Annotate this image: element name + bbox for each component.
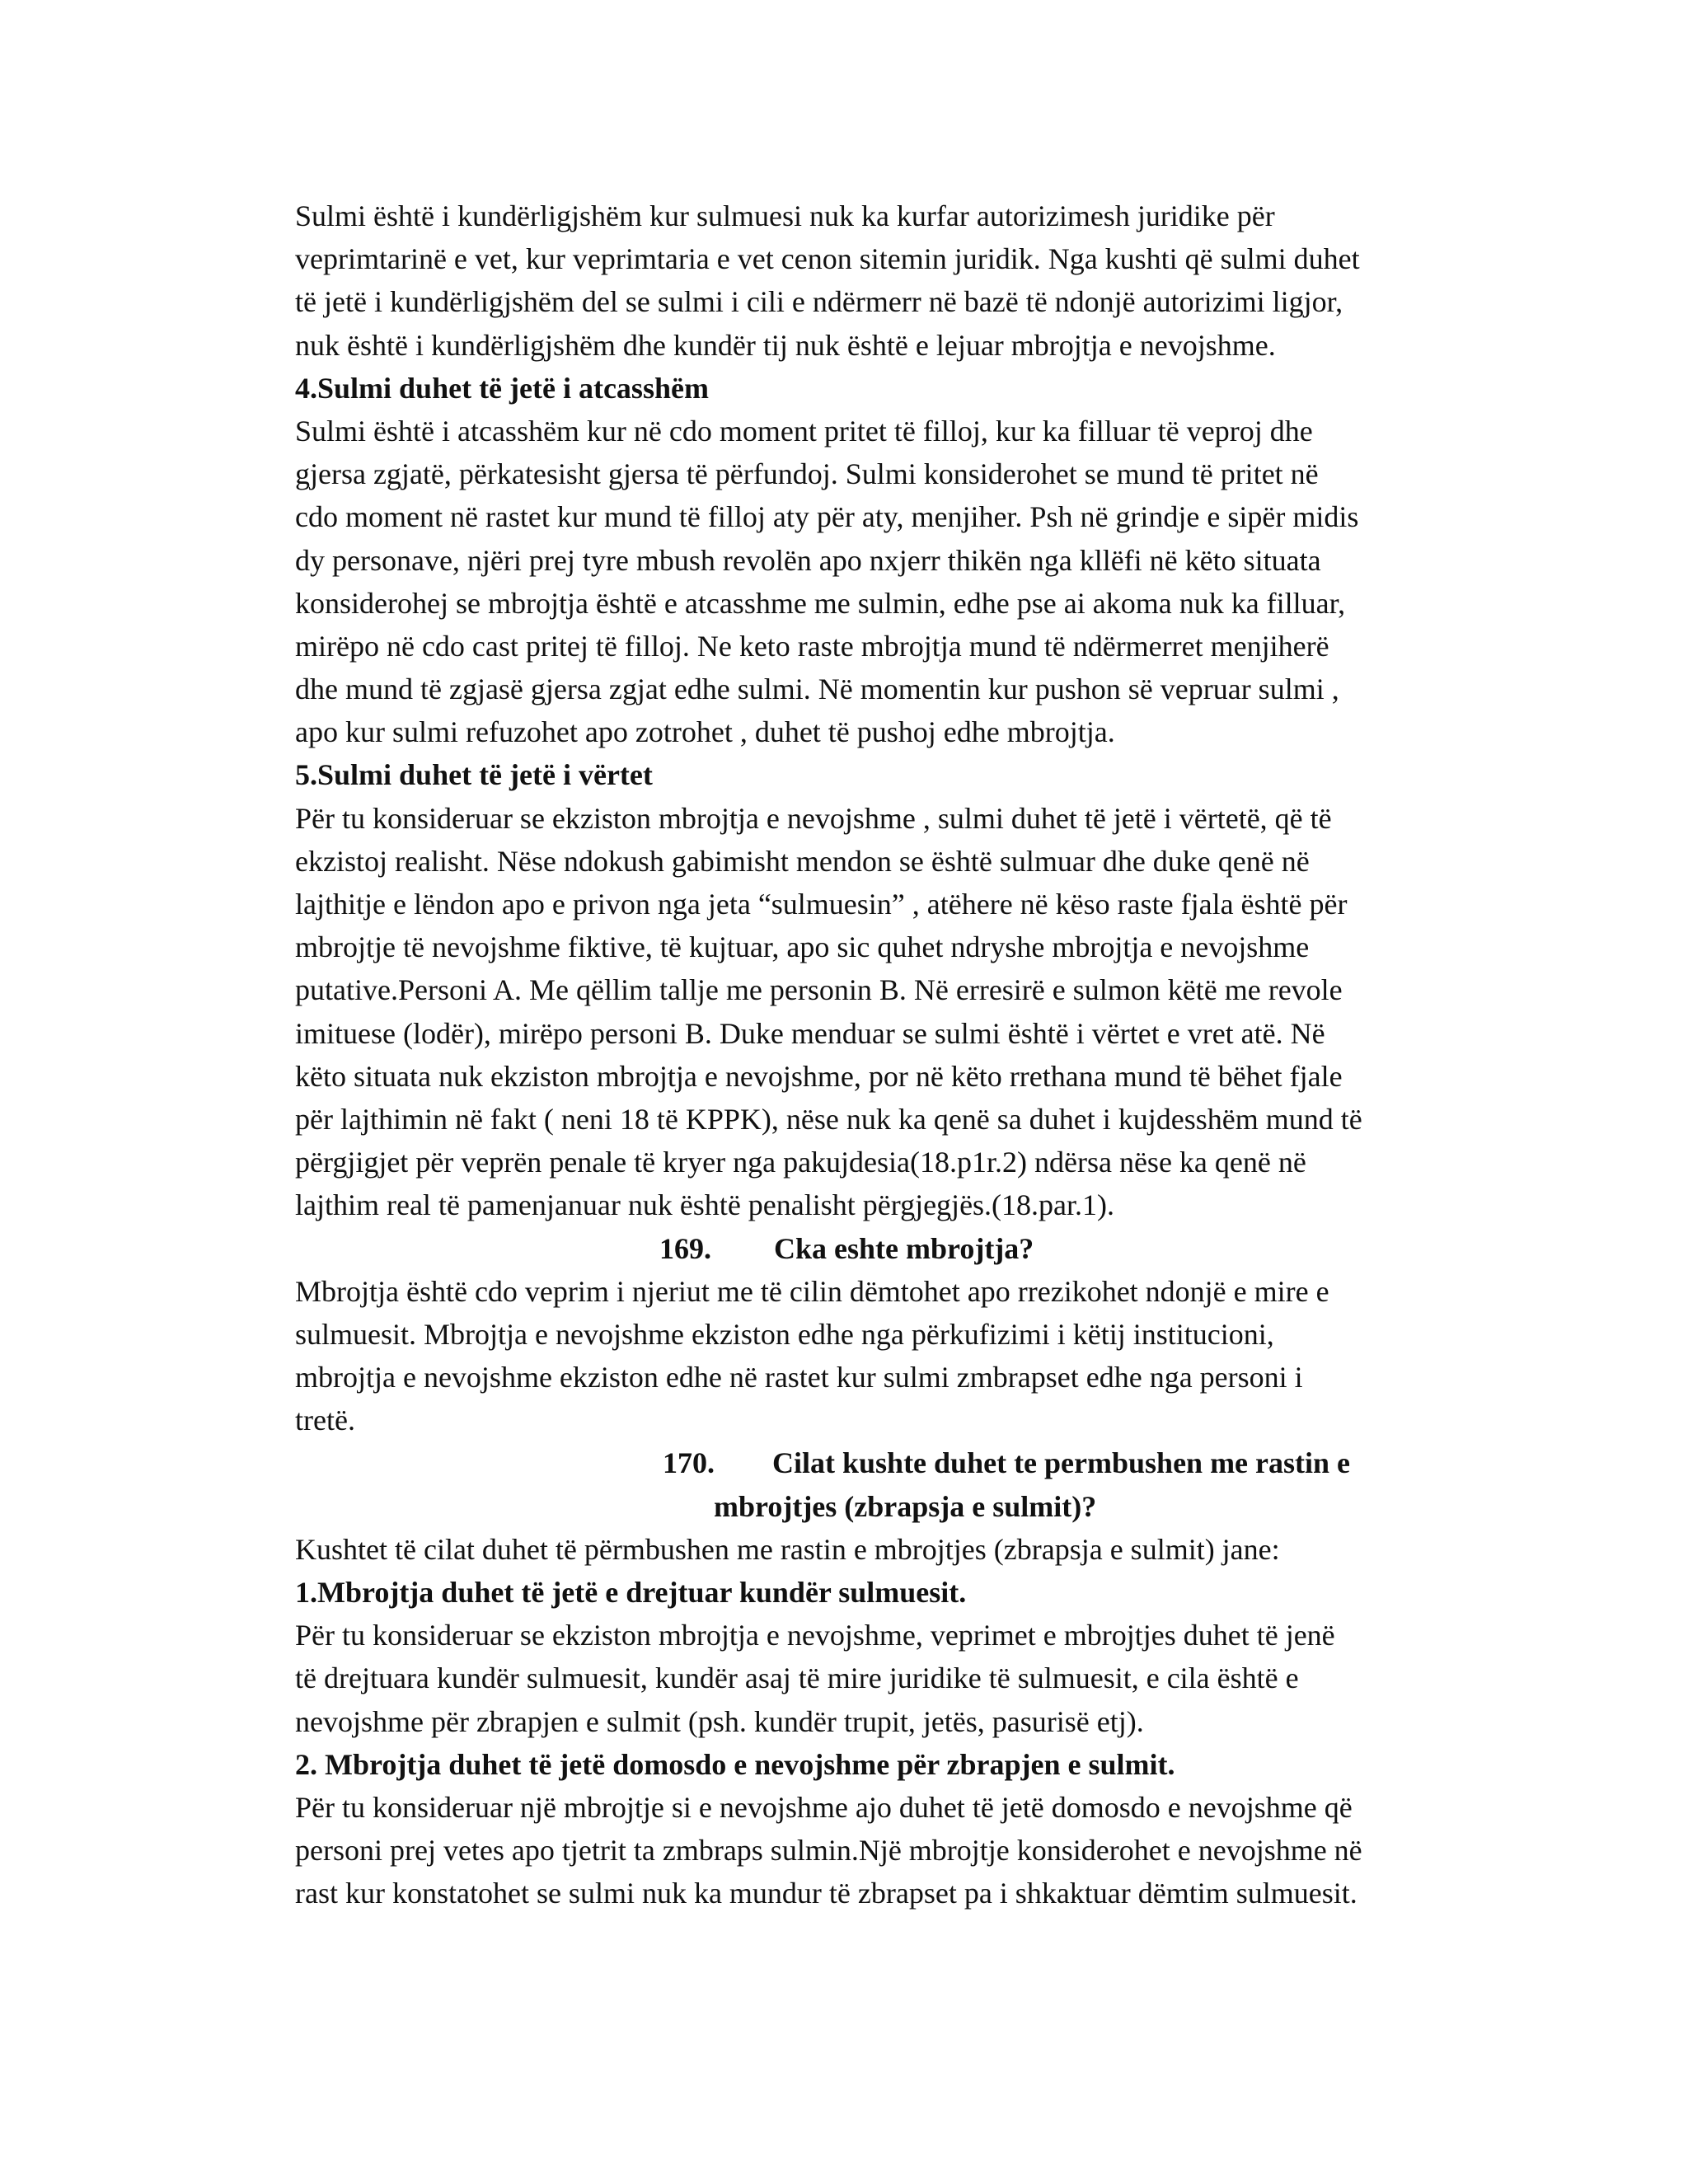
- text-line: këto situata nuk ekziston mbrojtja e nevojshme, por në këto rrethana mund të bëhet fjale: [295, 1059, 1343, 1093]
- text-line: Kushtet të cilat duhet të përmbushen me rastin e mbrojtjes (zbrapsja e sulmit) jane:: [295, 1532, 1280, 1566]
- paragraph-group-3: [295, 1528, 1474, 1915]
- section-heading: 2. Mbrojtja duhet të jetë domosdo e nevojshme për zbrapjen e sulmit.: [295, 1747, 1175, 1781]
- question-title-continued: mbrojtjes (zbrapsja e sulmit)?: [714, 1489, 1097, 1523]
- text-line: lajthitje e lëndon apo e privon nga jeta “sulmuesin” , atëhere në këso raste fjala është për: [295, 888, 1348, 921]
- text-line: dhe mund të zgjasë gjersa zgjat edhe sulmi. Në momentin kur pushon së vepruar sulmi ,: [295, 673, 1339, 706]
- text-line: të drejtuara kundër sulmuesit, kundër asaj të mire juridike të sulmuesit, e cila është e: [295, 1661, 1299, 1695]
- text-line: mirëpo në cdo cast pritej të filloj. Ne keto raste mbrojtja mund të ndërmerret menjiherë: [295, 629, 1329, 663]
- text-line: Sulmi është i atcasshëm kur në cdo moment pritet të filloj, kur ka filluar të veproj dhe: [295, 414, 1313, 448]
- text-line: mbrojtja e nevojshme ekziston edhe në rastet kur sulmi zmbrapset edhe nga personi i: [295, 1361, 1303, 1394]
- text-line: imituese (lodër), mirëpo personi B. Duke menduar se sulmi është i vërtet e vret atë. Në: [295, 1016, 1325, 1050]
- section-heading: 4.Sulmi duhet të jetë i atcasshëm: [295, 371, 709, 405]
- text-line: lajthim real të pamenjanuar nuk është penalisht përgjegjës.(18.par.1).: [295, 1188, 1115, 1222]
- text-line: personi prej vetes apo tjetrit ta zmbraps sulmin.Një mbrojtje konsiderohet e nevojshme në: [295, 1834, 1362, 1868]
- text-line: mbrojtje të nevojshme fiktive, të kujtuar, apo sic quhet ndryshe mbrojtja e nevojshme: [295, 930, 1310, 964]
- text-line: Për tu konsideruar një mbrojtje si e nevojshme ajo duhet të jetë domosdo e nevojshme që: [295, 1790, 1353, 1824]
- paragraph-group-1: [295, 194, 1474, 1227]
- text-line: veprimtarinë e vet, kur veprimtaria e vet cenon sitemin juridik. Nga kushti që sulmi duhet: [295, 242, 1360, 276]
- text-line: dy personave, njëri prej tyre mbush revolën apo nxjerr thikën nga kllëfi në këto situata: [295, 543, 1321, 577]
- text-line: cdo moment në rastet kur mund të filloj aty për aty, menjiher. Psh në grindje e sipër midis: [295, 500, 1359, 534]
- text-line: apo kur sulmi refuzohet apo zotrohet , duhet të pushoj edhe mbrojtja.: [295, 715, 1115, 749]
- text-line: përgjigjet për veprën penale të kryer nga pakujdesia(18.p1r.2) ndërsa nëse ka qenë në: [295, 1146, 1306, 1179]
- question-number: 169.: [659, 1231, 711, 1265]
- text-line: Për tu konsideruar se ekziston mbrojtja e nevojshme, veprimet e mbrojtjes duhet të jenë: [295, 1619, 1335, 1652]
- text-line: rast kur konstatohet se sulmi nuk ka mundur të zbrapset pa i shkaktuar dëmtim sulmuesit.: [295, 1877, 1357, 1910]
- question-number: 170.: [663, 1446, 715, 1480]
- question-title: Cka eshte mbrojtja?: [774, 1231, 1034, 1265]
- text-line: nevojshme për zbrapjen e sulmit (psh. kundër trupit, jetës, pasurisë etj).: [295, 1704, 1144, 1738]
- question-heading-170-continued: [295, 1485, 1474, 1528]
- text-line: për lajthimin në fakt ( neni 18 të KPPK), nëse nuk ka qenë sa duhet i kujdesshëm mund të: [295, 1102, 1362, 1136]
- text-line: tretë.: [295, 1404, 355, 1437]
- text-line: gjersa zgjatë, përkatesisht gjersa të përfundoj. Sulmi konsiderohet se mund të pritet në: [295, 457, 1319, 491]
- text-line: të jetë i kundërligjshëm del se sulmi i cili e ndërmerr në bazë të ndonjë autorizimi ligjor,: [295, 285, 1343, 319]
- text-line: Sulmi është i kundërligjshëm kur sulmuesi nuk ka kurfar autorizimesh juridike për: [295, 199, 1275, 232]
- paragraph-group-2: [295, 1270, 1474, 1442]
- document-body: [295, 194, 1474, 1915]
- text-line: Mbrojtja është cdo veprim i njeriut me të cilin dëmtohet apo rrezikohet ndonjë e mire e: [295, 1274, 1329, 1308]
- section-heading: 1.Mbrojtja duhet të jetë e drejtuar kundër sulmuesit.: [295, 1576, 967, 1609]
- question-heading-169: [295, 1227, 1474, 1270]
- text-line: sulmuesit. Mbrojtja e nevojshme ekziston edhe nga përkufizimi i këtij institucioni,: [295, 1317, 1274, 1351]
- text-line: konsiderohej se mbrojtja është e atcasshme me sulmin, edhe pse ai akoma nuk ka filluar,: [295, 586, 1346, 620]
- text-line: ekzistoj realisht. Nëse ndokush gabimisht mendon se është sulmuar dhe duke qenë në: [295, 844, 1310, 878]
- section-heading: 5.Sulmi duhet të jetë i vërtet: [295, 758, 653, 792]
- text-line: Për tu konsideruar se ekziston mbrojtja e nevojshme , sulmi duhet të jetë i vërtetë, që të: [295, 801, 1332, 835]
- text-line: putative.Personi A. Me qëllim tallje me personin B. Në erresirë e sulmon këtë me revole: [295, 973, 1343, 1007]
- question-heading-170: [295, 1441, 1474, 1484]
- question-title: Cilat kushte duhet te permbushen me rastin e: [772, 1446, 1351, 1480]
- text-line: nuk është i kundërligjshëm dhe kundër tij nuk është e lejuar mbrojtja e nevojshme.: [295, 328, 1276, 362]
